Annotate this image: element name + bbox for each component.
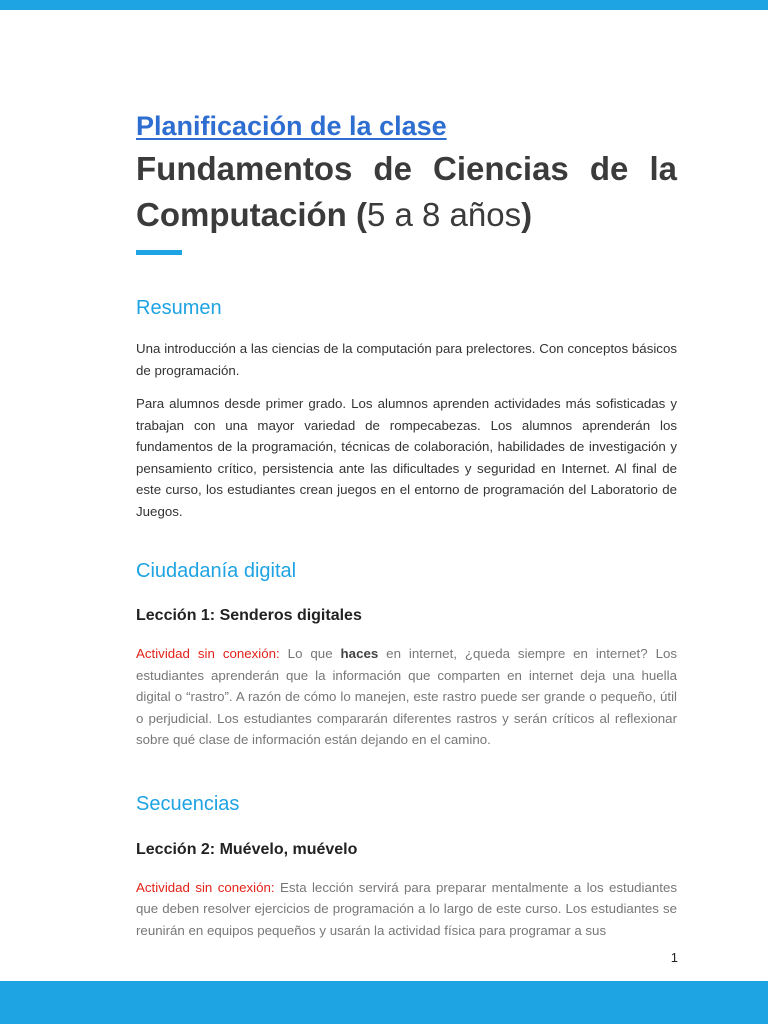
top-accent-bar bbox=[0, 0, 768, 10]
lesson-1-activity bbox=[136, 643, 677, 751]
lesson-1-title: Lección 1: Senderos digitales bbox=[136, 607, 362, 624]
activity-label: Actividad sin conexión: bbox=[136, 646, 280, 661]
activity-text: Esta lección servirá para preparar mentalmente a los estudiantes que deben resolver ejercicios de programación a lo largo de este curso. Los estudiantes se reunirán en equipos pequeños y usarán la actividad física para programar a sus bbox=[136, 879, 677, 938]
title-age-range: 5 a 8 años bbox=[366, 196, 522, 233]
title-main: Fundamentos de Ciencias de la Computación ( bbox=[136, 150, 677, 233]
section-heading-secuencias: Secuencias bbox=[136, 792, 240, 815]
section-heading-ciudadania-digital: Ciudadanía digital bbox=[136, 560, 297, 582]
activity-text-post: en internet, ¿queda siempre en internet? Los estudiantes aprenderán que la información que comparten en internet deja una huella digital o “rastro”. A razón de cómo lo manejen, este rastro puede ser grande o pequeño, útil o perjudicial. Los estudiantes compararán diferentes rastros y serán críticos al reflexionar sobre qué clase de información están dejando en el camino. bbox=[136, 646, 678, 747]
activity-label: Actividad sin conexión: bbox=[136, 879, 275, 895]
document-content bbox=[136, 108, 677, 941]
lesson-2-activity bbox=[136, 877, 677, 942]
section-heading-resumen: Resumen bbox=[136, 297, 222, 319]
bottom-accent-bar bbox=[0, 981, 768, 1024]
page-title bbox=[136, 146, 677, 238]
title-accent-rule bbox=[136, 250, 182, 255]
activity-text-pre: Lo que bbox=[279, 646, 341, 661]
lesson-plan-link[interactable]: Planificación de la clase bbox=[136, 111, 447, 141]
activity-text-emphasis: haces bbox=[340, 646, 379, 661]
title-close-paren: ) bbox=[521, 196, 533, 233]
resumen-paragraph-2: Para alumnos desde primer grado. Los alumnos aprenden actividades más sofisticadas y trabajan con una mayor variedad de rompecabezas. Los alumnos aprenderán los fundamentos de la programación, técnicas de colaboración, habilidades de investigación y pensamiento crítico, persistencia ante las dificultades y seguridad en Internet. Al final de este curso, los estudiantes crean juegos en el entorno de programación del Laboratorio de Juegos. bbox=[136, 396, 677, 519]
page-number: 1 bbox=[670, 950, 678, 965]
lesson-2-title: Lección 2: Muévelo, muévelo bbox=[136, 840, 358, 858]
resumen-paragraph-1: Una introducción a las ciencias de la computación para prelectores. Con conceptos básicos de programación. bbox=[136, 341, 677, 378]
